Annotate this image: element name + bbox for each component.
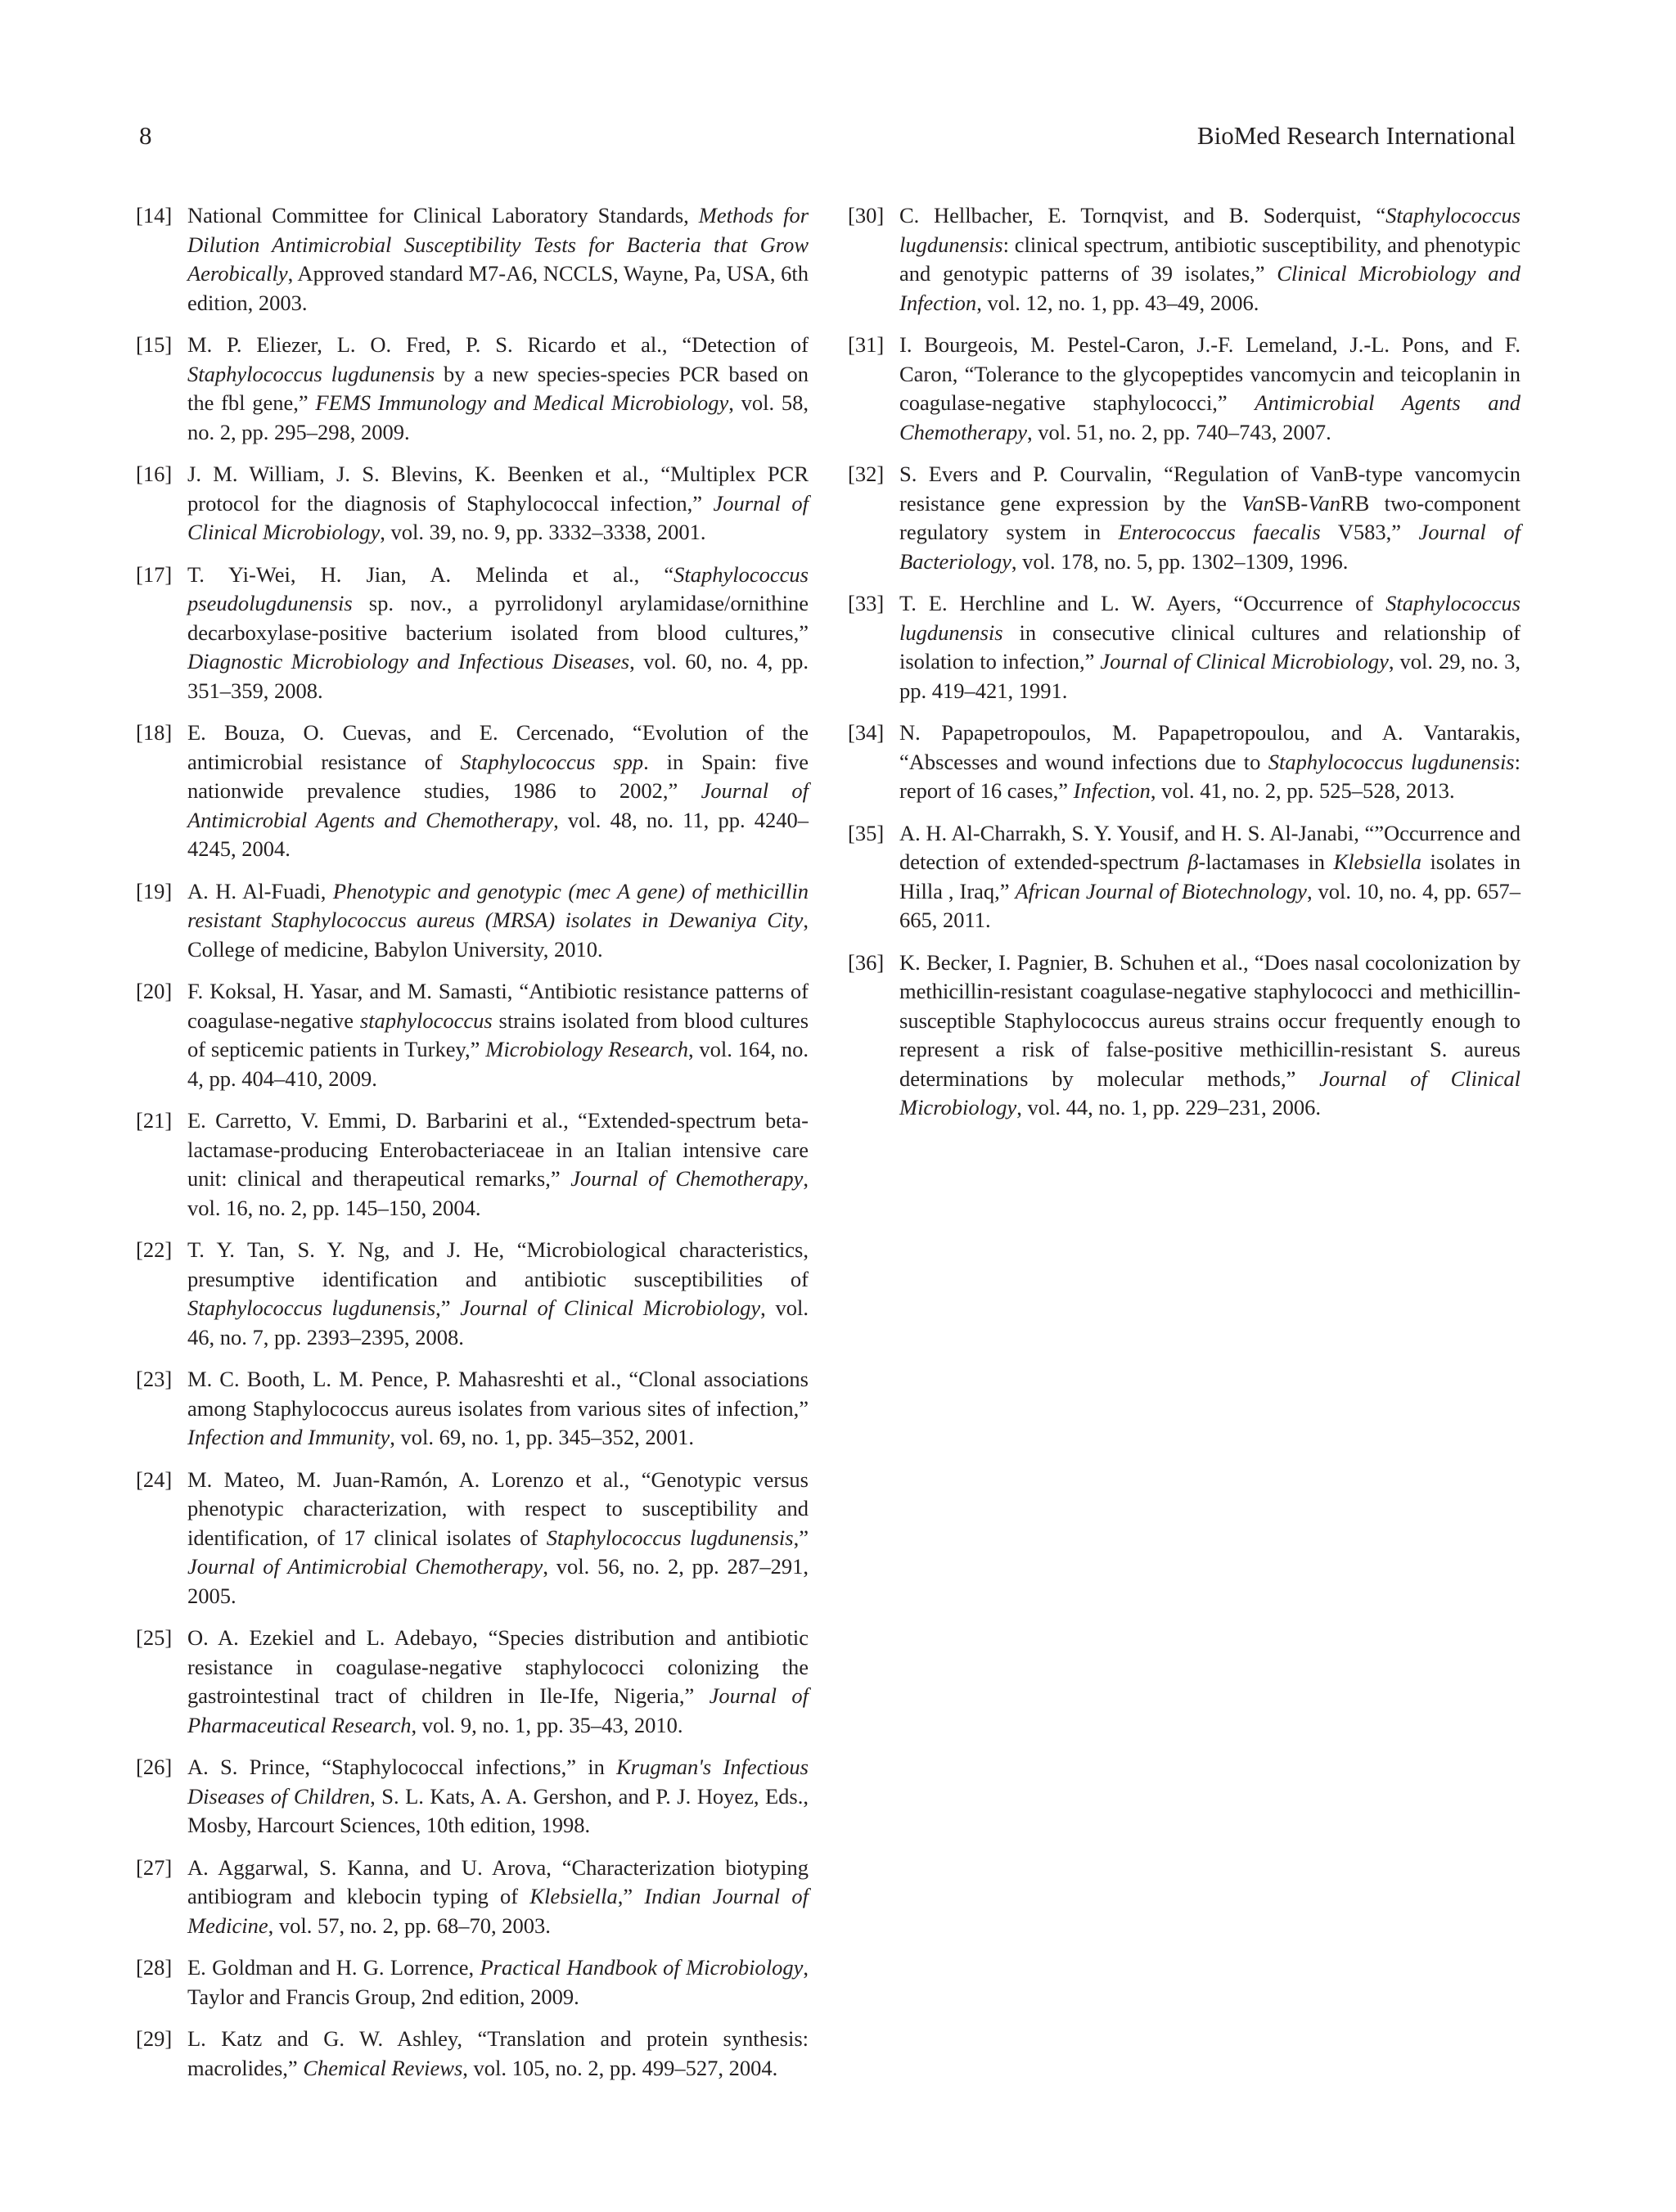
reference-text (187, 2025, 809, 2083)
reference-segment: , vol. 46, no. 7, pp. 2393–2395, 2008. (187, 1295, 809, 1349)
reference-text (899, 331, 1521, 447)
reference-segment: , College of medicine, Babylon University, 2010. (187, 908, 809, 962)
reference-number: [18] (136, 720, 173, 745)
reference-item (136, 1236, 809, 1352)
reference-italic-segment: Staphylococcus lugdunensis (899, 591, 1521, 645)
reference-segment: T. E. Herchline and L. W. Ayers, “Occurrence of (899, 591, 1386, 615)
reference-segment: M. Mateo, M. Juan-Ramón, A. Lorenzo et al., “Genotypic versus phenotypic characterization, with respect to susceptibility and identification, of 17 clinical isolates of (187, 1466, 809, 1550)
reference-segment: , Approved standard M7-A6, NCCLS, Wayne, Pa, USA, 6th edition, 2003. (187, 261, 809, 315)
reference-segment: E. Carretto, V. Emmi, D. Barbarini et al., “Extended-spectrum beta-lactamase-producing Enterobacteriaceae in an Italian intensive care unit: clinical and therapeutical remarks,” (187, 1108, 809, 1191)
reference-italic-segment: Staphylococcus spp (460, 749, 644, 774)
reference-segment: in consecutive clinical cultures and relationship of isolation to infection,” (899, 619, 1521, 674)
reference-text (187, 201, 809, 318)
reference-item (136, 460, 809, 547)
reference-segment: , Taylor and Francis Group, 2nd edition, 2009. (187, 1955, 809, 2009)
reference-text (899, 201, 1521, 318)
reference-segment: , vol. 39, no. 9, pp. 3332–3338, 2001. (380, 520, 706, 544)
reference-number: [14] (136, 203, 173, 228)
reference-number: [36] (848, 949, 885, 975)
reference-number: [33] (848, 591, 885, 615)
reference-segment: M. C. Booth, L. M. Pence, P. Mahasreshti et al., “Clonal associations among Staphylococcus aureus isolates from various sites of infection,” (187, 1367, 809, 1421)
reference-segment: M. P. Eliezer, L. O. Fred, P. S. Ricardo et al., “Detection of (187, 332, 809, 357)
reference-number: [32] (848, 462, 885, 486)
reference-item (848, 460, 1521, 576)
reference-italic-segment: Antimicrobial Agents and Chemotherapy (899, 390, 1521, 444)
reference-number: [34] (848, 720, 885, 745)
reference-item (136, 1753, 809, 1840)
reference-segment: K. Becker, I. Pagnier, B. Schuhen et al., “Does nasal cocolonization by methicillin-resistant coagulase-negative staphylococci and methicillin-susceptible Staphylococcus aureus strains occur frequently enough to represent a risk of false-positive methicillin-resistant S. aureus determinations by molecular methods,” (899, 949, 1521, 1091)
reference-segment: , vol. 164, no. 4, pp. 404–410, 2009. (187, 1037, 809, 1091)
reference-italic-segment: Staphylococcus lugdunensis (546, 1525, 794, 1550)
reference-segment: isolates in Hilla , Iraq,” (899, 849, 1521, 903)
reference-text (187, 1365, 809, 1453)
reference-segment: -lactamases in (1198, 849, 1334, 874)
reference-text (899, 460, 1521, 576)
reference-italic-segment: Journal of Antimicrobial Chemotherapy (187, 1554, 543, 1579)
reference-segment: sp. nov., a pyrrolidonyl arylamidase/ornithine decarboxylase-positive bacterium isolated from blood cultures,” (187, 591, 809, 645)
reference-segment: L. Katz and G. W. Ashley, “Translation and protein synthesis: macrolides,” (187, 2026, 809, 2080)
reference-italic-segment: Practical Handbook of Microbiology (480, 1955, 804, 1980)
reference-italic-segment: Staphylococcus lugdunensis (899, 203, 1521, 257)
reference-segment: ,” (617, 1884, 645, 1908)
reference-segment: E. Bouza, O. Cuevas, and E. Cercenado, “Evolution of the antimicrobial resistance of (187, 720, 809, 774)
reference-number: [23] (136, 1367, 173, 1391)
reference-italic-segment: Chemical Reviews (303, 2055, 463, 2080)
reference-text (187, 460, 809, 547)
reference-segment: A. H. Al-Fuadi, (187, 878, 333, 903)
reference-italic-segment: Journal of Bacteriology (899, 520, 1521, 574)
reference-number: [17] (136, 561, 173, 587)
reference-italic-segment: African Journal of Biotechnology (1015, 878, 1307, 903)
reference-number: [22] (136, 1237, 173, 1262)
reference-text (187, 1624, 809, 1740)
reference-italic-segment: Enterococcus faecalis (1118, 520, 1321, 544)
reference-segment: , S. L. Kats, A. A. Gershon, and P. J. Hoyez, Eds., Mosby, Harcourt Sciences, 10th edition, 1998. (187, 1783, 809, 1837)
reference-segment: National Committee for Clinical Laboratory Standards, (187, 203, 699, 228)
reference-italic-segment: Staphylococcus lugdunensis (1268, 749, 1515, 774)
reference-text (899, 948, 1521, 1123)
reference-item (848, 819, 1521, 935)
reference-text (187, 719, 809, 864)
reference-segment: , vol. 69, no. 1, pp. 345–352, 2001. (390, 1425, 695, 1449)
reference-item (136, 719, 809, 864)
reference-item (136, 1854, 809, 1941)
reference-italic-segment: staphylococcus (359, 1007, 493, 1033)
reference-item (136, 561, 809, 706)
reference-segment: SB- (1274, 490, 1309, 516)
reference-number: [16] (136, 462, 173, 486)
reference-italic-segment: FEMS Immunology and Medical Microbiology (315, 390, 729, 415)
reference-text (899, 819, 1521, 935)
references-left-column (136, 201, 809, 2096)
reference-italic-segment: Phenotypic and genotypic (mec A gene) of methicillin resistant Staphylococcus aureus (MRSA) isolates in Dewaniya City (187, 878, 809, 932)
reference-segment: C. Hellbacher, E. Tornqvist, and B. Soderquist, “ (899, 203, 1386, 228)
reference-italic-segment: Staphylococcus pseudolugdunensis (187, 561, 809, 615)
reference-italic-segment: Journal of Clinical Microbiology (1100, 649, 1389, 674)
reference-number: [29] (136, 2026, 173, 2051)
reference-segment: ,” (435, 1295, 461, 1320)
reference-text (187, 977, 809, 1093)
reference-number: [19] (136, 878, 173, 903)
reference-item (136, 1365, 809, 1453)
reference-segment: : clinical spectrum, antibiotic susceptibility, and phenotypic and genotypic patterns of 39 isolates,” (899, 232, 1521, 286)
reference-segment: , vol. 60, no. 4, pp. 351–359, 2008. (187, 649, 809, 703)
reference-number: [28] (136, 1955, 173, 1980)
reference-item (848, 201, 1521, 318)
reference-number: [26] (136, 1755, 173, 1779)
reference-italic-segment: Infection and Immunity (187, 1425, 390, 1449)
reference-segment: I. Bourgeois, M. Pestel-Caron, J.-F. Lemeland, J.-L. Pons, and F. Caron, “Tolerance to the glycopeptides vancomycin and teicoplanin in coagulase-negative staphylococci,” (899, 332, 1521, 415)
reference-item (136, 1466, 809, 1611)
reference-segment: S. Evers and P. Courvalin, “Regulation of VanB-type vancomycin resistance gene expression by the (899, 462, 1521, 516)
reference-segment: N. Papapetropoulos, M. Papapetropoulou, and A. Vantarakis, “Abscesses and wound infections due to (899, 720, 1521, 774)
reference-item (848, 719, 1521, 806)
reference-item (848, 948, 1521, 1123)
reference-item (136, 201, 809, 318)
reference-segment: by a new species-species PCR based on the fbl gene,” (187, 361, 809, 415)
reference-text (187, 1466, 809, 1611)
reference-italic-segment: Journal of Clinical Microbiology (460, 1295, 761, 1320)
reference-segment: T. Y. Tan, S. Y. Ng, and J. He, “Microbiological characteristics, presumptive identification and antibiotic susceptibilities of (187, 1237, 809, 1291)
reference-italic-segment: Journal of Clinical Microbiology (187, 490, 809, 544)
reference-italic-segment: Klebsiella (1333, 849, 1421, 874)
reference-italic-segment: Journal of Pharmaceutical Research (187, 1683, 809, 1737)
reference-number: [31] (848, 332, 885, 357)
reference-italic-segment: Microbiology Research (485, 1037, 688, 1061)
reference-segment: RB two-component regulatory system in (899, 490, 1521, 544)
journal-title: BioMed Research International (1196, 121, 1516, 150)
reference-item (848, 589, 1521, 705)
reference-item (136, 877, 809, 965)
reference-italic-segment: Diagnostic Microbiology and Infectious Diseases (187, 649, 630, 674)
page-number: 8 (139, 121, 152, 150)
reference-item (136, 1106, 809, 1223)
reference-number: [20] (136, 979, 173, 1003)
reference-text (187, 1236, 809, 1352)
reference-text (187, 877, 809, 965)
reference-segment: J. M. William, J. S. Blevins, K. Beenken et al., “Multiplex PCR protocol for the diagnosis of Staphylococcal infection,” (187, 462, 809, 516)
reference-italic-segment: Krugman's Infectious Diseases of Children (187, 1755, 809, 1809)
references-right-column (848, 201, 1521, 1136)
reference-segment: ,” (793, 1525, 809, 1550)
reference-italic-segment: Journal of Clinical Microbiology (899, 1065, 1521, 1120)
reference-segment: , vol. 44, no. 1, pp. 229–231, 2006. (1016, 1095, 1322, 1120)
reference-segment: E. Goldman and H. G. Lorrence, (187, 1955, 480, 1980)
reference-italic-segment: Staphylococcus lugdunensis (187, 1295, 436, 1320)
reference-segment: A. Aggarwal, S. Kanna, and U. Arova, “Characterization biotyping antibiogram and klebocin typing of (187, 1854, 809, 1908)
reference-text (187, 1953, 809, 2012)
reference-segment: , vol. 9, no. 1, pp. 35–43, 2010. (411, 1712, 683, 1737)
reference-segment: F. Koksal, H. Yasar, and M. Samasti, “Antibiotic resistance patterns of coagulase-negative (187, 979, 809, 1033)
reference-segment: . in Spain: five nationwide prevalence studies, 1986 to 2002,” (187, 749, 809, 803)
reference-italic-segment: Clinical Microbiology and Infection (899, 261, 1521, 315)
reference-segment: strains isolated from blood cultures of septicemic patients in Turkey,” (187, 1007, 809, 1061)
reference-segment: , vol. 12, no. 1, pp. 43–49, 2006. (976, 290, 1259, 315)
reference-segment: , vol. 41, no. 2, pp. 525–528, 2013. (1150, 778, 1455, 803)
reference-text (187, 331, 809, 447)
reference-text (187, 1753, 809, 1840)
reference-segment: T. Yi-Wei, H. Jian, A. Melinda et al., “ (187, 561, 674, 587)
reference-segment: , vol. 51, no. 2, pp. 740–743, 2007. (1027, 419, 1331, 444)
reference-segment: O. A. Ezekiel and L. Adebayo, “Species distribution and antibiotic resistance in coagulase-negative staphylococci colonizing the gastrointestinal tract of children in Ile-Ife, Nigeria,” (187, 1625, 809, 1708)
reference-item (136, 1624, 809, 1740)
reference-number: [21] (136, 1108, 173, 1133)
reference-segment: A. H. Al-Charrakh, S. Y. Yousif, and H. S. Al-Janabi, “”Occurrence and detection of extended-spectrum (899, 820, 1521, 874)
reference-number: [35] (848, 820, 885, 845)
reference-text (187, 1854, 809, 1941)
reference-segment: , vol. 178, no. 5, pp. 1302–1309, 1996. (1011, 548, 1349, 574)
reference-number: [15] (136, 332, 173, 357)
reference-item (136, 1953, 809, 2012)
reference-segment: V583,” (1320, 520, 1419, 544)
reference-number: [25] (136, 1625, 173, 1650)
reference-segment: , vol. 56, no. 2, pp. 287–291, 2005. (187, 1554, 809, 1608)
reference-segment: , vol. 58, no. 2, pp. 295–298, 2009. (187, 390, 809, 444)
reference-item (136, 331, 809, 447)
reference-segment: : report of 16 cases,” (899, 749, 1521, 803)
reference-text (187, 561, 809, 706)
reference-number: [24] (136, 1466, 173, 1492)
reference-italic-segment: Klebsiella (529, 1884, 618, 1908)
reference-italic-segment: Methods for Dilution Antimicrobial Susceptibility Tests for Bacteria that Grow Aerobically (187, 203, 809, 286)
reference-text (899, 589, 1521, 705)
reference-segment: , vol. 29, no. 3, pp. 419–421, 1991. (899, 649, 1521, 703)
reference-number: [27] (136, 1854, 173, 1880)
reference-italic-segment: Indian Journal of Medicine (187, 1884, 809, 1938)
reference-italic-segment: Staphylococcus lugdunensis (187, 361, 435, 386)
reference-italic-segment: β (1187, 849, 1199, 874)
reference-segment: , vol. 57, no. 2, pp. 68–70, 2003. (268, 1912, 551, 1938)
reference-segment: A. S. Prince, “Staphylococcal infections,” in (187, 1755, 617, 1779)
reference-number: [30] (848, 203, 885, 228)
reference-text (899, 719, 1521, 806)
reference-segment: , vol. 105, no. 2, pp. 499–527, 2004. (462, 2055, 778, 2080)
reference-italic-segment: Van (1241, 490, 1274, 516)
reference-italic-segment: Journal of Antimicrobial Agents and Chemotherapy (187, 778, 809, 832)
reference-italic-segment: Infection (1073, 778, 1151, 803)
reference-italic-segment: Van (1308, 490, 1340, 516)
reference-segment: , vol. 10, no. 4, pp. 657–665, 2011. (899, 878, 1521, 932)
reference-item (848, 331, 1521, 447)
reference-item (136, 977, 809, 1093)
reference-text (187, 1106, 809, 1223)
reference-italic-segment: Journal of Chemotherapy (570, 1166, 804, 1191)
reference-segment: , vol. 16, no. 2, pp. 145–150, 2004. (187, 1166, 809, 1220)
reference-item (136, 2025, 809, 2083)
reference-segment: , vol. 48, no. 11, pp. 4240–4245, 2004. (187, 807, 809, 861)
